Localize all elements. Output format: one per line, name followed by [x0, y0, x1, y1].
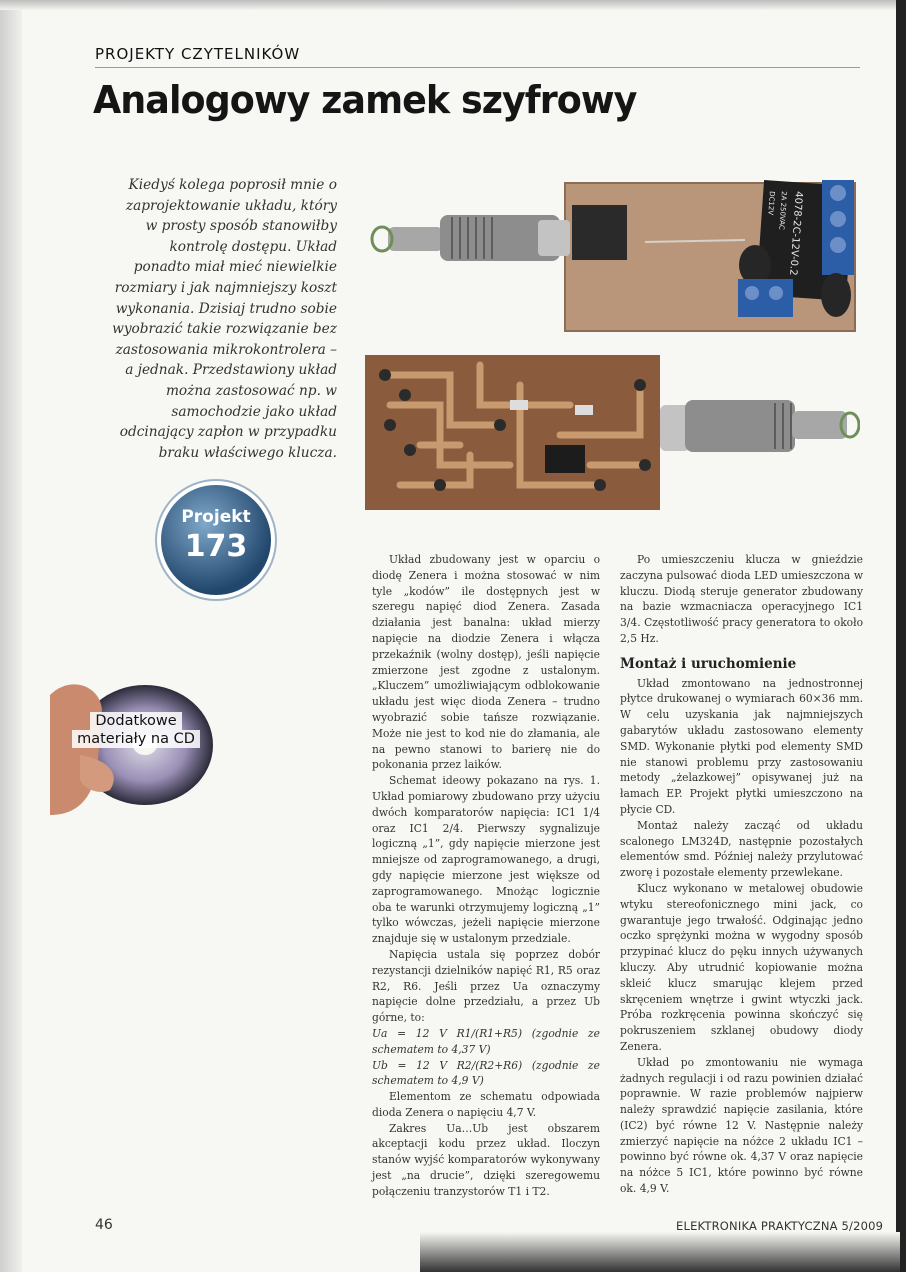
pcb-photo-bottom [360, 345, 860, 515]
relay-voltage: DC12V [766, 190, 776, 216]
paragraph: Napięcia ustala się poprzez dobór rezystancji dzielników napięć R1, R5 oraz R2, R6. Jeśli przez Ua oznaczymy napięcie dolne przedziału, a przez Ub górne, to: [372, 947, 600, 1025]
device-photo-top [360, 175, 860, 340]
section-heading: Montaż i uruchomienie [620, 655, 797, 672]
badge-label: Projekt [181, 507, 251, 527]
cd-materials-label [66, 712, 206, 748]
formula-ub: Ub = 12 V R2/(R2+R6) (zgodnie ze schematem to 4,9 V) [372, 1058, 600, 1088]
scan-right-edge [896, 0, 906, 1272]
scan-left-edge [0, 0, 22, 1272]
relay-rating: 2A 250VAC [777, 190, 788, 231]
paragraph: Układ zbudowany jest w oparciu o diodę Zenera i można stosować w nim tyle „kodów” ile dostępnych jest w szeregu napięć diod Zenera. Zasada działania jest banalna: układ mierzy napięcie na diodzie Zenera i włącza przekaźnik (wolny dostęp), jeśli napięcie zmierzone jest zgodne z ustalonym. „Kluczem” umożliwiającym odblokowanie układu jest więc dioda Zenera – trudno wyobrazić sobie tańsze rozwiązanie. Może nie jest to kod nie do złamania, ale na pewno stanowi to barierę nie do pokonania przez laików. [372, 553, 600, 772]
section-label: PROJEKTY CZYTELNIKÓW [95, 45, 301, 63]
paragraph: Układ zmontowano na jednostronnej płytce drukowanej o wymiarach 60×36 mm. W celu uzyskania jak najmniejszych gabarytów układu zastosowano elementy SMD. Wykonanie płytki pod elementy SMD nie stanowi problemu przy zastosowaniu metody „żelazkowej” opisywanej już na łamach EP. Projekt płytki umieszczono na płycie CD. [620, 676, 863, 816]
article-column-2 [620, 552, 863, 1197]
scan-top-edge [0, 0, 906, 10]
paragraph: Schemat ideowy pokazano na rys. 1. Układ pomiarowy zbudowano przy użyciu dwóch komparatorów napięcia: IC1 1/4 oraz IC1 2/4. Pierwszy sygnalizuje logiczną „1”, gdy napięcie mierzone jest mniejsze od zaprogramowanego, a drugi, gdy napięcie mierzone jest większe od zaprogramowanego. Mnożąc logicznie oba te warunki otrzymujemy logiczną „1” tylko wówczas, jeżeli napięcie mierzone znajduje się w ustalonym przedziale. [372, 774, 600, 946]
article-title: Analogowy zamek szyfrowy [93, 78, 637, 122]
section-rule [95, 67, 860, 68]
paragraph: Klucz wykonano w metalowej obudowie wtyku stereofonicznego mini jack, co gwarantuje jego trwałość. Odginając jedno oczko sprężynki można w wygodny sposób przypinać klucz do pęku innych używanych kluczy. Aby utrudnić kopiowanie można skleić klucz smarując klejem przed skręceniem wnętrze i gwint wtyczki jack. Próba rozkręcenia powinna skończyć się pokruszeniem szklanej obudowy diody Zenera. [620, 881, 863, 1053]
article-column-1 [372, 552, 600, 1200]
project-badge [161, 485, 271, 595]
paragraph: Montaż należy zacząć od układu scalonego LM324D, następnie pozostałych elementów smd. Później należy przylutować zworę i pozostałe elementy przewlekane. [620, 818, 863, 880]
scan-bottom-shadow [420, 1232, 900, 1272]
lead-paragraph: Kiedyś kolega poprosił mnie o zaprojektowanie układu, który w prosty sposób stanowiłby kontrolę dostępu. Układ ponadto miał mieć niewielkie rozmiary i jak najmniejszy koszt wykonania. Dzisiaj trudno sobie wyobrazić takie rozwiązanie bez zastosowania mikrokontrolera – a jednak. Przedstawiony układ można zastosować np. w samochodzie jako układ odcinający zapłon w przypadku braku właściwego klucza. [112, 177, 337, 461]
formula-ua: Ua = 12 V R1/(R1+R5) (zgodnie ze schematem to 4,37 V) [372, 1026, 600, 1056]
cd-label-line2: materiały na CD [72, 730, 200, 748]
cd-label-line1: Dodatkowe [90, 712, 181, 730]
paragraph: Zakres Ua…Ub jest obszarem akceptacji kodu przez układ. Iloczyn stanów wyjść komparatorów wykonywany jest „na drucie”, dzięki szeregowemu połączeniu tranzystorów T1 i T2. [372, 1121, 600, 1198]
page-number: 46 [95, 1217, 113, 1233]
badge-number: 173 [184, 529, 248, 564]
cd-disc-icon [40, 665, 215, 840]
relay-marking: 4078-2C-12V-0.2 [787, 190, 804, 276]
paragraph: Układ po zmontowaniu nie wymaga żadnych regulacji i od razu powinien działać poprawnie. W razie problemów najpierw należy sprawdzić napięcie zasilania, które (IC2) być równe 12 V. Następnie należy zmierzyć napięcie na nóżce 2 układu IC1 – powinno być równe ok. 4,37 V oraz napięcie na nóżce 5 IC1, które powinno być równe ok. 4,9 V. [620, 1055, 863, 1196]
magazine-footer: ELEKTRONIKA PRAKTYCZNA 5/2009 [676, 1219, 884, 1233]
paragraph: Elementom ze schematu odpowiada dioda Zenera o napięciu 4,7 V. [372, 1090, 600, 1119]
paragraph: Po umieszczeniu klucza w gnieździe zaczyna pulsować dioda LED umieszczona w kluczu. Diodą steruje generator zbudowany na bazie wzmacniacza operacyjnego IC1 3/4. Częstotliwość pracy generatora to około 2,5 Hz. [620, 553, 863, 645]
